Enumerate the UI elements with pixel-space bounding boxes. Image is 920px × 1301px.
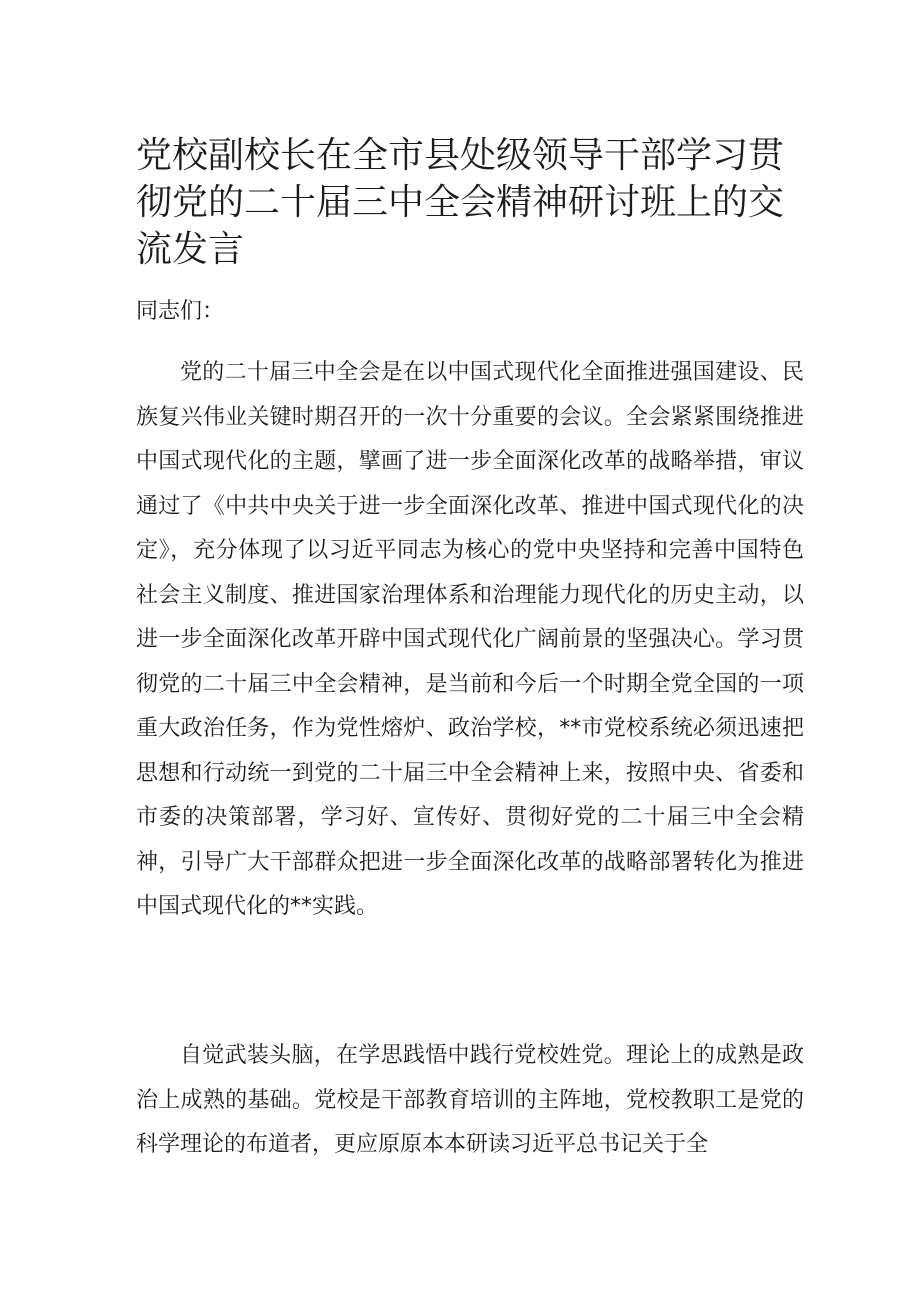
salutation: 同志们： [136,299,225,324]
body-paragraph-2: 自觉武装头脑，在学思践悟中践行党校姓党。理论上的成熟是政治上成熟的基础。党校是干部教育培训的主阵地，党校教职工是党的科学理论的布道者，更应原原本本研读习近平总书记关于全 [136,1043,804,1157]
body-paragraph-1: 党的二十届三中全会是在以中国式现代化全面推进强国建设、民族复兴伟业关键时期召开的一次十分重要的会议。全会紧紧围绕推进中国式现代化的主题，擘画了进一步全面深化改革的战略举措，审议通过了《中共中央关于进一步全面深化改革、推进中国式现代化的决定》，充分体现了以习近平同志为核心的党中央坚持和完善中国特色社会主义制度、推进国家治理体系和治理能力现代化的历史主动，以进一步全面深化改革开辟中国式现代化广阔前景的坚强决心。学习贯彻党的二十届三中全会精神，是当前和今后一个时期全党全国的一项重大政治任务，作为党性熔炉、政治学校，**市党校系统必须迅速把思想和行动统一到党的二十届三中全会精神上来，按照中央、省委和市委的决策部署，学习好、宣传好、贯彻好党的二十届三中全会精神，引导广大干部群众把进一步全面深化改革的战略部署转化为推进中国式现代化的**实践。 [136,360,804,919]
document-title: 党校副校长在全市县处级领导干部学习贯彻党的二十届三中全会精神研讨班上的交流发言 [136,135,785,270]
